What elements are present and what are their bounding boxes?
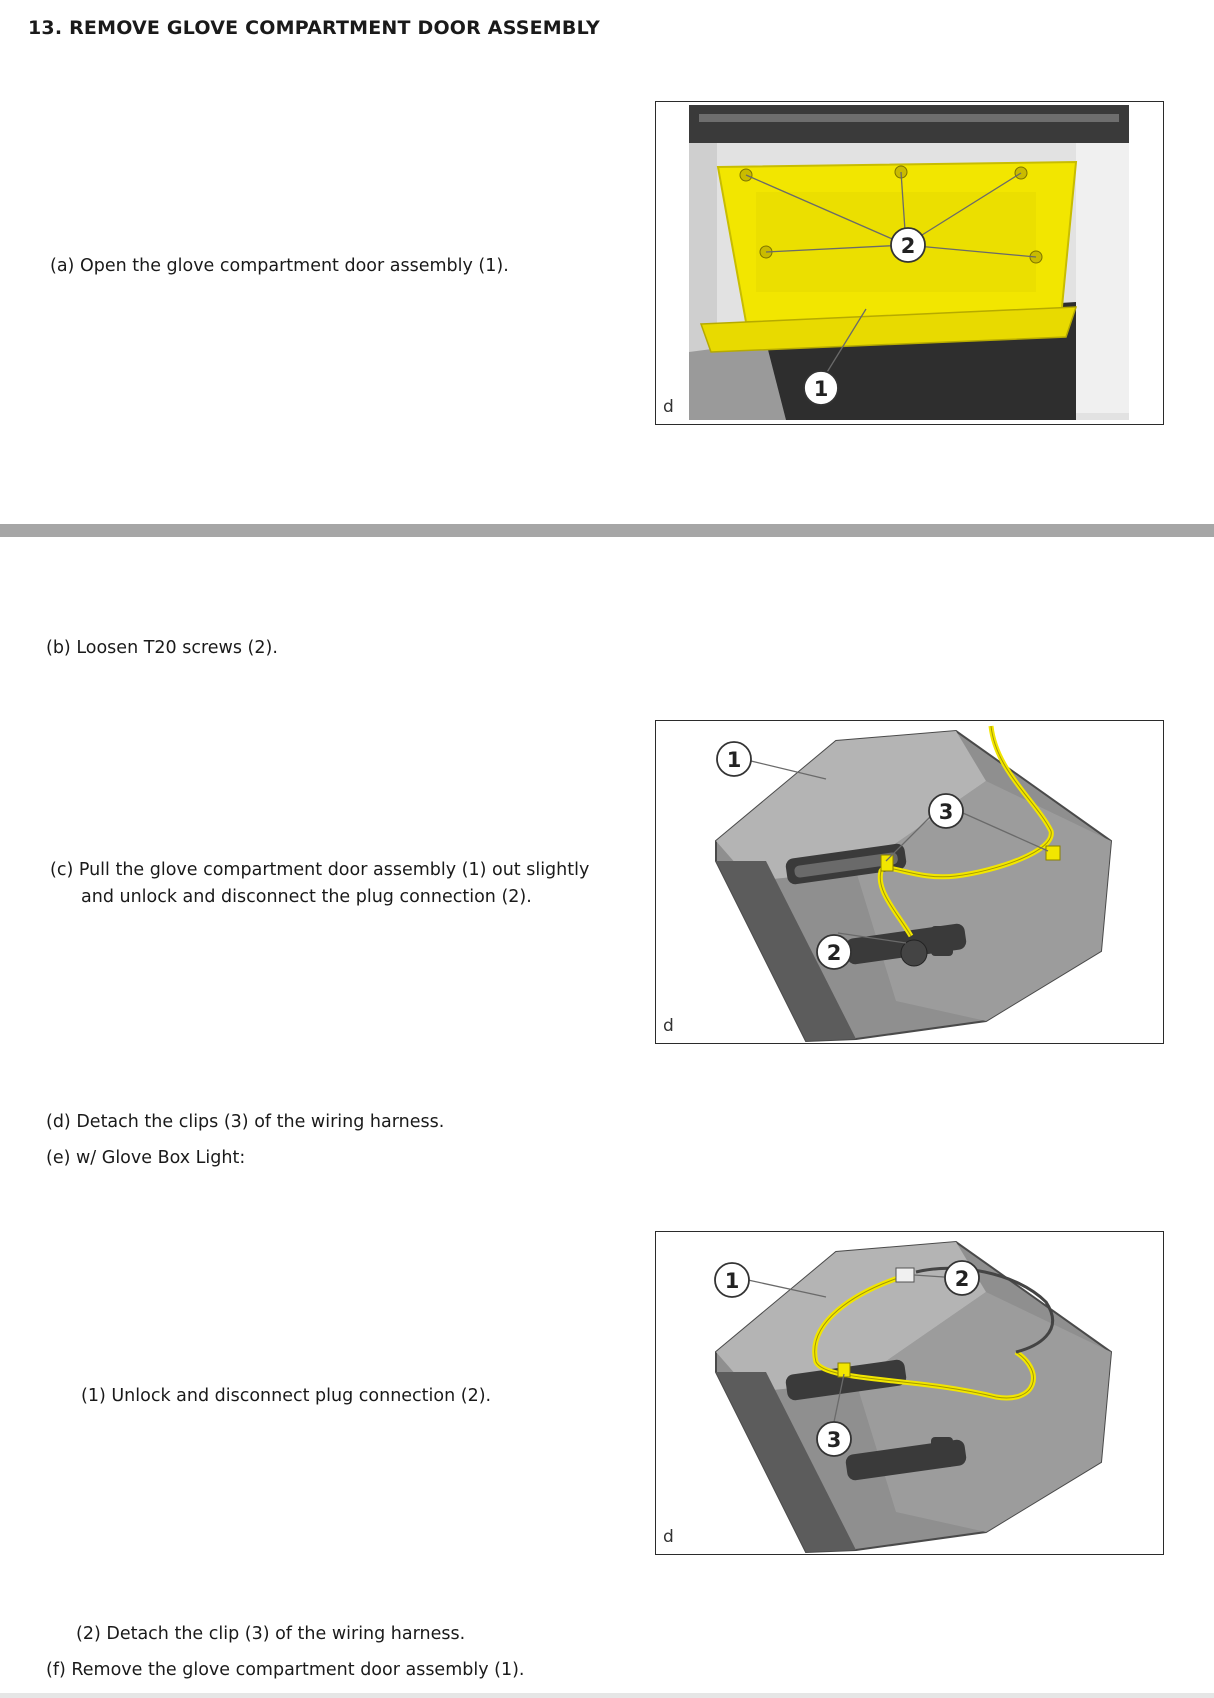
figure-3-code: d	[663, 1527, 674, 1547]
figure-1-glove-compartment-open	[655, 101, 1164, 425]
page-bottom-edge	[0, 1693, 1214, 1698]
section-divider	[0, 524, 1214, 537]
step-b-text: (b) Loosen T20 screws (2).	[46, 638, 278, 658]
step-f-text: (f) Remove the glove compartment door assembly (1).	[46, 1660, 525, 1680]
figure-3-callout-2: 2	[954, 1267, 970, 1291]
figure-2-callout-3: 3	[938, 800, 954, 824]
figure-1-illustration	[656, 102, 1163, 424]
step-e-text: (e) w/ Glove Box Light:	[46, 1148, 246, 1168]
figure-3-glove-box-light	[655, 1231, 1164, 1555]
figure-2-callout-2: 2	[826, 941, 842, 965]
figure-1-code: d	[663, 397, 674, 417]
figure-2-code: d	[663, 1016, 674, 1036]
figure-3-illustration	[656, 1232, 1163, 1554]
step-e1-text: (1) Unlock and disconnect plug connection (2).	[81, 1386, 492, 1406]
figure-3-callout-3: 3	[826, 1428, 842, 1452]
figure-2-callout-1: 1	[726, 748, 742, 772]
step-a-text: (a) Open the glove compartment door assembly (1).	[50, 256, 509, 276]
figure-2-wiring-harness	[655, 720, 1164, 1044]
figure-3-callout-1: 1	[724, 1269, 740, 1293]
step-e2-text: (2) Detach the clip (3) of the wiring harness.	[76, 1624, 466, 1644]
section-title: 13. REMOVE GLOVE COMPARTMENT DOOR ASSEMBLY	[28, 17, 600, 39]
step-c-text-line2: and unlock and disconnect the plug connection (2).	[81, 887, 532, 907]
figure-2-illustration	[656, 721, 1163, 1043]
step-c-text-line1: (c) Pull the glove compartment door assembly (1) out slightly	[50, 860, 590, 880]
step-d-text: (d) Detach the clips (3) of the wiring harness.	[46, 1112, 445, 1132]
figure-1-callout-1: 1	[813, 377, 829, 401]
figure-1-callout-2: 2	[900, 234, 916, 258]
